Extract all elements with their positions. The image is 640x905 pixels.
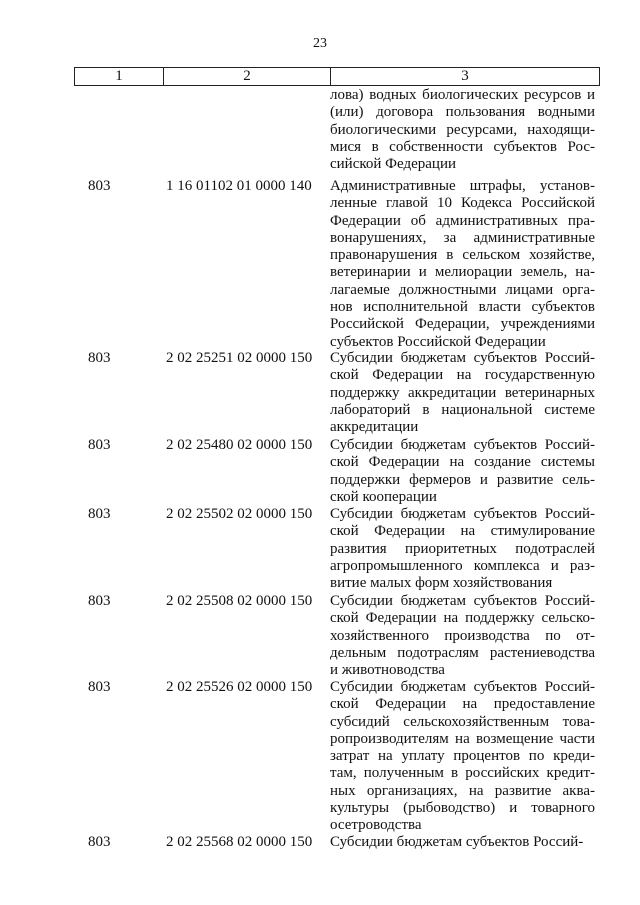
description-line: субсидий сельскохозяйственным това- <box>330 713 595 730</box>
description-line: поддержку аккредитации ветеринарных <box>330 384 595 401</box>
admin-code: 803 <box>88 437 111 453</box>
description-line: Субсидии бюджетам субъектов Россий- <box>330 506 595 522</box>
description-line: Федерации об административных пра- <box>330 212 595 229</box>
description-line: биологическими ресурсами, находящи- <box>330 121 595 138</box>
description-line: сийской Федерации <box>330 156 457 173</box>
column-header-1: 1 <box>75 68 164 86</box>
description-line: Субсидии бюджетам субъектов Россий- <box>330 679 595 695</box>
description-line: ветеринарии и мелиорации земель, на- <box>330 264 595 281</box>
row-description <box>330 593 595 679</box>
description-line: лагаемые должностными лицами орга- <box>330 281 595 298</box>
page-number: 23 <box>313 36 327 51</box>
description-line: правонарушения в сельском хозяйстве, <box>330 247 595 264</box>
column-header-table <box>74 67 600 86</box>
row-description <box>330 834 595 851</box>
budget-classification-code: 2 02 25502 02 0000 150 <box>166 506 313 522</box>
description-line: ропроизводителям на возмещение части <box>330 730 595 747</box>
row-description <box>330 350 595 436</box>
row-description <box>330 679 595 835</box>
column-header-2: 2 <box>164 68 331 86</box>
row-description <box>330 178 595 351</box>
description-line: вонарушениях, за административные <box>330 229 595 246</box>
description-line: ской Федерации на поддержку сельско- <box>330 610 595 627</box>
description-line: лова) водных биологических ресурсов и <box>330 87 595 103</box>
description-line: мися в собственности субъектов Рос- <box>330 138 595 155</box>
description-line: нов исполнительной власти субъектов <box>330 299 595 316</box>
description-line: Субсидии бюджетам субъектов Россий- <box>330 350 595 366</box>
budget-classification-code: 2 02 25508 02 0000 150 <box>166 593 313 609</box>
continuation-description <box>330 87 595 173</box>
description-line: (или) договора пользования водными <box>330 104 595 121</box>
description-line: дельным подотраслям растениеводства <box>330 644 595 661</box>
description-line: аккредитации <box>330 419 419 436</box>
description-line: ской Федерации на стимулирование <box>330 523 595 540</box>
admin-code: 803 <box>88 593 111 609</box>
description-line: Российской Федерации, учреждениями <box>330 316 595 333</box>
description-line: ской кооперации <box>330 488 437 505</box>
budget-classification-code: 2 02 25480 02 0000 150 <box>166 437 313 453</box>
description-line: лабораторий в национальной системе <box>330 401 595 418</box>
description-line: и животноводства <box>330 662 445 679</box>
description-line: осетроводства <box>330 817 422 834</box>
description-line: ской Федерации на предоставление <box>330 696 595 713</box>
description-line: хозяйственного производства по от- <box>330 627 595 644</box>
description-line: субъектов Российской Федерации <box>330 333 546 350</box>
description-line: Административные штрафы, установ- <box>330 178 595 194</box>
description-line: Субсидии бюджетам субъектов Россий- <box>330 834 584 850</box>
description-line: там, полученным в российских кредит- <box>330 765 595 782</box>
budget-classification-code: 2 02 25251 02 0000 150 <box>166 350 313 366</box>
description-line: затрат на уплату процентов по креди- <box>330 748 595 765</box>
admin-code: 803 <box>88 350 111 366</box>
description-line: Субсидии бюджетам субъектов Россий- <box>330 437 595 453</box>
admin-code: 803 <box>88 679 111 695</box>
column-header-3: 3 <box>331 68 600 86</box>
admin-code: 803 <box>88 178 111 194</box>
description-line: ленные главой 10 Кодекса Российской <box>330 195 595 212</box>
row-description <box>330 506 595 592</box>
description-line: развития приоритетных подотраслей <box>330 540 595 557</box>
description-line: агропромышленного комплекса и раз- <box>330 557 595 574</box>
budget-classification-code: 2 02 25526 02 0000 150 <box>166 679 313 695</box>
budget-classification-code: 1 16 01102 01 0000 140 <box>166 178 312 194</box>
description-line: Субсидии бюджетам субъектов Россий- <box>330 593 595 609</box>
description-line: ской Федерации на создание системы <box>330 454 595 471</box>
budget-classification-code: 2 02 25568 02 0000 150 <box>166 834 313 850</box>
description-line: поддержки фермеров и развитие сель- <box>330 471 595 488</box>
admin-code: 803 <box>88 834 111 850</box>
row-description <box>330 437 595 506</box>
description-line: ской Федерации на государственную <box>330 367 595 384</box>
description-line: витие малых форм хозяйствования <box>330 575 553 592</box>
admin-code: 803 <box>88 506 111 522</box>
description-line: культуры (рыбоводство) и товарного <box>330 800 595 817</box>
description-line: ных организациях, на развитие аква- <box>330 782 595 799</box>
